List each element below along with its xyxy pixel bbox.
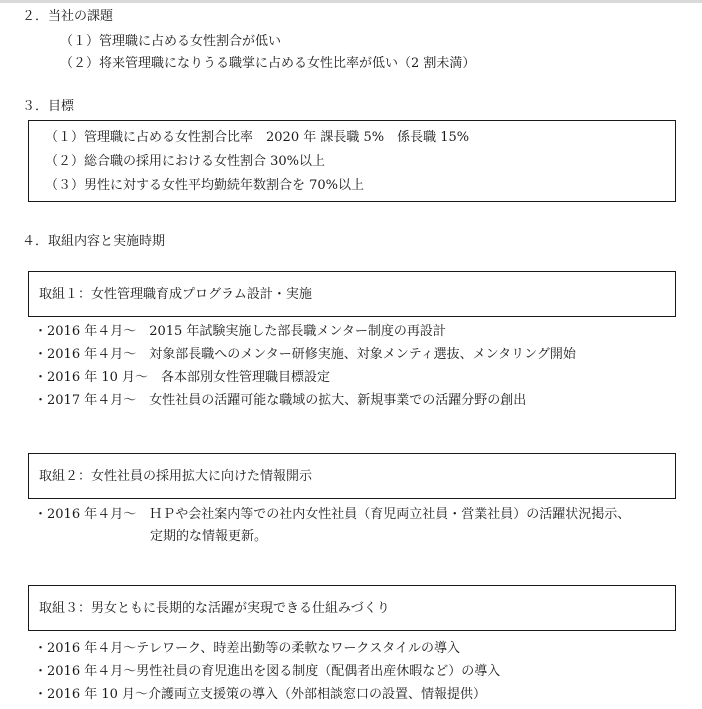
initiative-3-bullet-3: ・2016 年 10 月～介護両立支援策の導入（外部相談窓口の設置、情報提供）: [34, 687, 487, 702]
section2-item-1: （１）管理職に占める女性割合が低い: [60, 34, 282, 49]
section2-item-2: （２）将来管理職になりうる職掌に占める女性比率が低い（2 割未満）: [60, 56, 476, 71]
initiative-2-title: 取組２：女性社員の採用拡大に向けた情報開示: [39, 469, 313, 484]
initiative-3-bullet-2: ・2016 年４月～男性社員の育児進出を図る制度（配偶者出産休暇など）の導入: [34, 664, 501, 679]
initiative-1-title-box: [28, 271, 676, 317]
section2-heading: ２．当社の課題: [22, 9, 114, 24]
initiative-1-bullet-4: ・2017 年４月～ 女性社員の活躍可能な職域の拡大、新規事業での活躍分野の創出: [34, 393, 527, 408]
initiative-1-bullet-2: ・2016 年４月～ 対象部長職へのメンター研修実施、対象メンティ選抜、メンタリング開始: [34, 347, 576, 362]
initiative-2-bullet-1-continuation: 定期的な情報更新。: [150, 529, 268, 544]
initiative-3-bullet-1: ・2016 年４月～テレワーク、時差出勤等の柔軟なワークスタイルの導入: [34, 641, 461, 656]
initiative-2-title-box: [28, 453, 676, 499]
initiative-1-title: 取組１：女性管理職育成プログラム設計・実施: [39, 287, 312, 302]
section4-heading: ４．取組内容と実施時期: [22, 234, 166, 249]
goal-item-1: （１）管理職に占める女性割合比率 2020 年 課長職 5% 係長職 15%: [45, 130, 470, 145]
goal-item-3: （３）男性に対する女性平均勤続年数割合を 70%以上: [45, 178, 365, 193]
goal-item-2: （２）総合職の採用における女性割合 30%以上: [45, 154, 326, 169]
initiative-1-bullet-1: ・2016 年４月～ 2015 年試験実施した部長職メンター制度の再設計: [34, 324, 446, 339]
initiative-2-bullet-1: ・2016 年４月～ ＨＰや会社案内等での社内女性社員（育児両立社員・営業社員）の活躍状況掲示、: [34, 507, 631, 522]
section3-heading: ３．目標: [22, 99, 75, 114]
initiative-3-title: 取組３：男女ともに長期的な活躍が実現できる仕組みづくり: [39, 601, 390, 616]
goals-box: [28, 120, 676, 202]
initiative-3-title-box: [28, 585, 676, 631]
page-top-divider: [0, 0, 702, 3]
initiative-1-bullet-3: ・2016 年 10 月～ 各本部別女性管理職目標設定: [34, 370, 331, 385]
